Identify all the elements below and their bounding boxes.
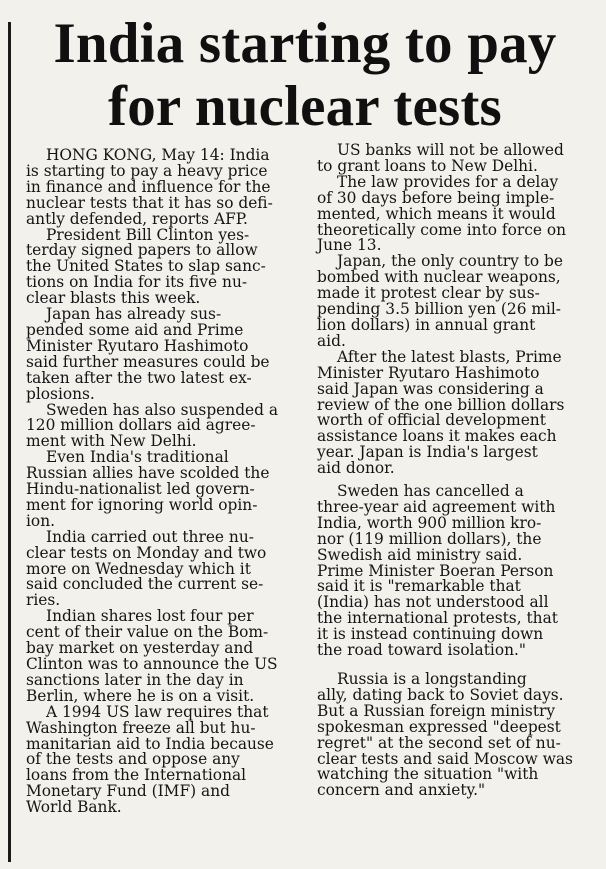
text-line: Monetary Fund (IMF) and [26,782,230,801]
text-line: aid. [317,331,346,350]
text-line: said concluded the current se- [26,575,264,594]
text-line: Minister Ryutaro Hashimoto [26,336,249,355]
text-line: of the tests and oppose any [26,750,240,769]
text-line: the road toward isolation." [317,641,526,660]
text-line: manitarian aid to India because [26,734,274,753]
article-paragraph [317,672,591,799]
headline-line: India starting to pay [53,12,557,75]
text-line: Russian allies have scolded the [26,464,270,483]
text-line: said Japan was considering a [317,379,544,398]
text-line: bay market on yesterday and [26,639,254,658]
text-line: is starting to pay a heavy price [26,161,268,180]
text-line: Sweden has also suspended a [46,400,279,419]
article-paragraph [317,484,591,659]
article-paragraph [26,527,298,610]
article-paragraph [26,609,298,704]
text-line: 120 million dollars aid agree- [26,416,256,435]
text-line: Even India's traditional [46,448,229,467]
text-line: nor (119 million dollars), the [317,529,542,548]
text-line: lion dollars) in annual grant [317,315,536,334]
text-line: tions on India for its five nu- [26,273,248,292]
article-paragraph [317,254,591,349]
text-line: said further measures could be [26,352,270,371]
text-line: taken after the two latest ex- [26,368,252,387]
text-line: said it is "remarkable that [317,577,521,596]
text-line: theoretically come into force on [317,220,567,239]
text-line: clear tests and said Moscow was [317,749,573,768]
text-line: regret" at the second set of nu- [317,733,561,752]
text-line: US banks will not be allowed [337,141,564,159]
text-line: India carried out three nu- [46,527,254,546]
headline [14,12,596,138]
text-line: The law provides for a delay [337,172,559,191]
text-line: worth of official development [317,411,546,430]
text-line: mented, which means it would [317,204,556,223]
text-line: ment for ignoring world opin- [26,495,258,514]
text-line: terday signed papers to allow [26,241,258,260]
article-paragraph [317,143,591,175]
text-line: bombed with nuclear weapons, [317,268,561,287]
text-line: the international protests, that [317,609,558,628]
article-paragraph [26,702,298,817]
text-line: HONG KONG, May 14: India [46,146,270,164]
text-line: ries. [26,591,61,610]
text-line: Swedish aid ministry said. [317,545,523,564]
text-line: ally, dating back to Soviet days. [317,685,564,704]
text-line: sanctions later in the day in [26,670,244,689]
article-paragraph [317,347,591,478]
text-line: (India) has not understood all [317,593,549,612]
text-line: Japan has already sus- [46,305,222,324]
text-line: India, worth 900 million kro- [317,513,542,532]
left-column [26,148,298,816]
text-line: Japan, the only country to be [337,252,563,271]
text-line: clear blasts this week. [26,289,201,308]
text-line: pended some aid and Prime [26,320,244,339]
article-paragraph [26,148,298,228]
text-line: June 13. [317,236,382,255]
text-line: clear tests on Monday and two [26,543,267,562]
text-line: ment with New Delhi. [26,432,197,451]
text-line: to grant loans to New Delhi. [317,156,538,175]
text-line: aid donor. [317,459,395,478]
text-line: year. Japan is India's largest [317,443,538,462]
text-line: three-year aid agreement with [317,497,556,516]
article-paragraph [26,307,298,402]
text-line: Sweden has cancelled a [337,482,524,501]
text-line: pending 3.5 billion yen (26 mil- [317,300,562,319]
text-line: nuclear tests that it has so defi- [26,193,273,212]
article-paragraph [26,450,298,530]
text-line: made it protest clear by sus- [317,284,540,303]
text-line: plosions. [26,384,95,403]
column-rule [8,22,11,862]
text-line: ion. [26,511,55,530]
text-line: Berlin, where he is on a visit. [26,686,255,705]
text-line: loans from the International [26,766,247,785]
text-line: watching the situation "with [317,765,539,784]
text-line: concern and anxiety." [317,781,486,800]
right-column [317,143,591,799]
text-line: Hindu-nationalist led govern- [26,480,255,499]
text-line: Indian shares lost four per [46,607,254,626]
text-line: of 30 days before being imple- [317,188,555,207]
article-paragraph [26,225,298,308]
text-line: Prime Minister Boeran Person [317,561,554,580]
text-line: President Bill Clinton yes- [46,225,250,244]
text-line: more on Wednesday which it [26,559,251,578]
text-line: Clinton was to announce the US [26,655,278,673]
text-line: antly defended, reports AFP. [26,209,248,228]
text-line: After the latest blasts, Prime [337,347,562,366]
text-line: World Bank. [26,798,122,817]
text-line: Washington freeze all but hu- [26,718,256,737]
headline-line: for nuclear tests [108,75,502,138]
text-line: assistance loans it makes each [317,427,557,446]
text-line: cent of their value on the Bom- [26,623,269,642]
text-line: But a Russian foreign ministry [317,701,556,720]
text-line: review of the one billion dollars [317,395,565,414]
article-paragraph [317,172,591,255]
text-line: the United States to slap sanc- [26,257,266,276]
text-line: A 1994 US law requires that [46,702,269,721]
text-line: spokesman expressed "deepest [317,717,561,736]
text-line: it is instead continuing down [317,625,544,644]
article-paragraph [26,400,298,451]
text-line: in finance and influence for the [26,177,271,196]
text-line: Russia is a longstanding [337,670,527,688]
text-line: Minister Ryutaro Hashimoto [317,363,540,382]
